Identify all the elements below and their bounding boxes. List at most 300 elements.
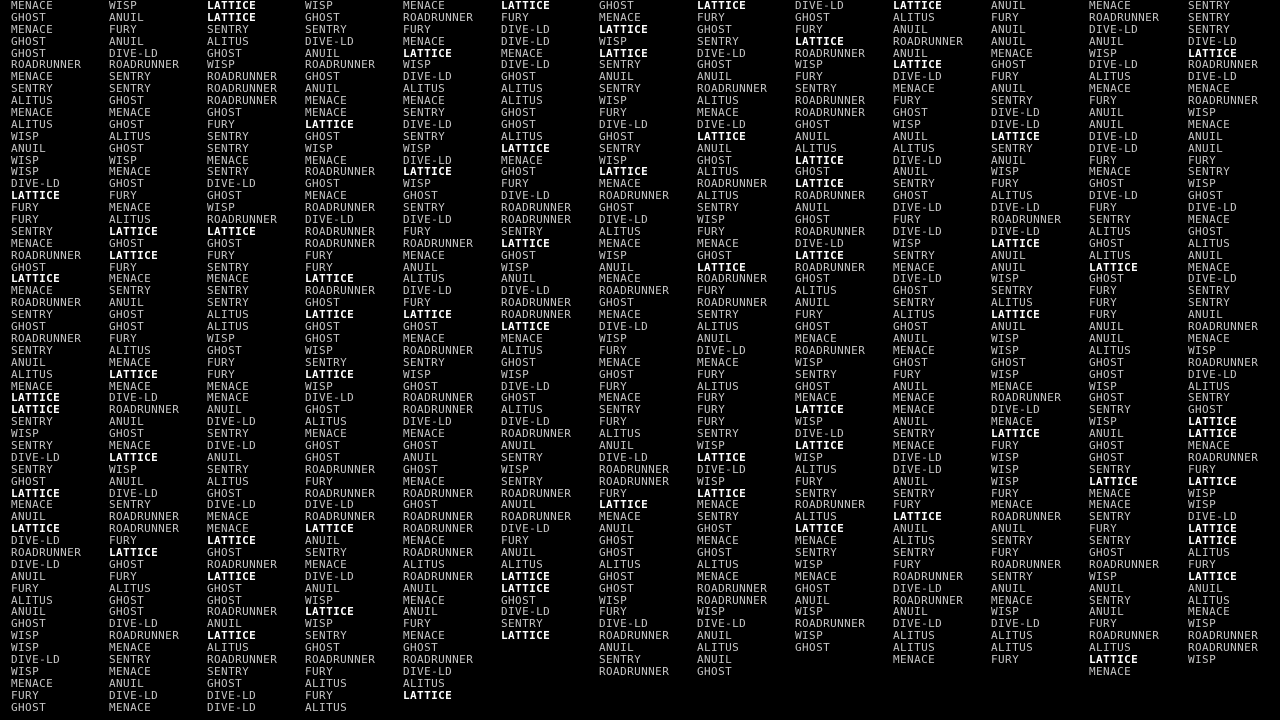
word-item: ALITUS (403, 82, 446, 96)
word-item: GHOST (305, 403, 341, 417)
word-item: MENACE (893, 260, 936, 274)
word-item: WISP (795, 557, 824, 571)
word-item: MENACE (305, 427, 348, 441)
word-item: ROADRUNNER (1188, 450, 1259, 464)
word-item: GHOST (403, 189, 439, 203)
word-item: WISP (305, 343, 334, 357)
word-item: ROADRUNNER (795, 498, 866, 512)
word-item: ROADRUNNER (305, 284, 376, 298)
word-item: FURY (697, 403, 726, 417)
word-item: GHOST (1188, 224, 1224, 238)
word-item: DIVE-LD (403, 664, 453, 678)
word-item: WISP (11, 165, 40, 179)
word-item: FURY (403, 296, 432, 310)
word-item: ANUIL (11, 141, 47, 155)
word-item: ANUIL (501, 438, 537, 452)
word-item: SENTRY (207, 141, 250, 155)
word-item: MENACE (305, 94, 348, 108)
word-item: ALITUS (1188, 236, 1231, 250)
word-item: MENACE (109, 201, 152, 215)
word-item: LATTICE (403, 308, 453, 322)
word-item: LATTICE (893, 510, 943, 524)
word-item: MENACE (11, 0, 54, 12)
word-item: WISP (991, 165, 1020, 179)
word-item: ROADRUNNER (109, 522, 180, 536)
word-item: ROADRUNNER (697, 82, 768, 96)
word-item: WISP (697, 438, 726, 452)
word-item: SENTRY (893, 427, 936, 441)
word-item: ALITUS (11, 94, 54, 108)
word-item: SENTRY (991, 284, 1034, 298)
word-item: SENTRY (305, 545, 348, 559)
word-item: ANUIL (697, 70, 733, 84)
word-item: DIVE-LD (403, 153, 453, 167)
word-item: FURY (207, 117, 236, 131)
word-item: GHOST (305, 129, 341, 143)
word-item: WISP (403, 141, 432, 155)
word-item: ROADRUNNER (697, 177, 768, 191)
word-item: WISP (795, 605, 824, 619)
word-item: MENACE (599, 510, 642, 524)
word-item: SENTRY (109, 82, 152, 96)
word-item: FURY (1089, 296, 1118, 310)
word-item: ROADRUNNER (501, 296, 572, 310)
word-item: ANUIL (11, 569, 47, 583)
word-item: GHOST (109, 320, 145, 334)
word-item: ALITUS (207, 641, 250, 655)
word-item: ALITUS (501, 343, 544, 357)
word-item: WISP (893, 236, 922, 250)
word-item: ANUIL (893, 46, 929, 60)
word-item: ROADRUNNER (991, 213, 1062, 227)
word-item: MENACE (1089, 664, 1132, 678)
word-item: LATTICE (795, 153, 845, 167)
word-item: MENACE (1089, 165, 1132, 179)
word-item: ROADRUNNER (403, 391, 474, 405)
word-item: ANUIL (795, 593, 831, 607)
word-item: DIVE-LD (893, 617, 943, 631)
word-item: ANUIL (501, 272, 537, 286)
word-item: FURY (11, 688, 40, 702)
word-item: GHOST (795, 379, 831, 393)
word-item: LATTICE (795, 248, 845, 262)
word-item: ROADRUNNER (403, 236, 474, 250)
word-item: ANUIL (991, 22, 1027, 36)
word-item: ALITUS (599, 224, 642, 238)
word-item: GHOST (697, 545, 733, 559)
word-item: ALITUS (109, 343, 152, 357)
word-item: MENACE (697, 534, 740, 548)
word-item: DIVE-LD (305, 498, 355, 512)
word-item: LATTICE (109, 450, 159, 464)
word-item: DIVE-LD (305, 34, 355, 48)
word-item: FURY (795, 308, 824, 322)
word-item: ANUIL (501, 498, 537, 512)
word-item: MENACE (11, 70, 54, 84)
word-item: DIVE-LD (697, 117, 747, 131)
word-item: ALITUS (1188, 593, 1231, 607)
word-item: DIVE-LD (893, 581, 943, 595)
word-item: LATTICE (501, 629, 551, 643)
word-item: WISP (991, 474, 1020, 488)
word-item: GHOST (11, 320, 47, 334)
word-item: MENACE (305, 153, 348, 167)
word-item: SENTRY (1188, 22, 1231, 36)
word-item: ANUIL (893, 129, 929, 143)
word-item: DIVE-LD (991, 403, 1041, 417)
word-item: MENACE (403, 629, 446, 643)
word-item: ANUIL (403, 450, 439, 464)
word-item: MENACE (991, 498, 1034, 512)
word-item: ALITUS (697, 320, 740, 334)
word-item: ALITUS (991, 296, 1034, 310)
word-item: MENACE (697, 236, 740, 250)
word-item: SENTRY (893, 486, 936, 500)
word-item: GHOST (109, 117, 145, 131)
word-item: ROADRUNNER (501, 308, 572, 322)
word-item: ROADRUNNER (207, 557, 278, 571)
word-item: DIVE-LD (501, 189, 551, 203)
word-item: DIVE-LD (403, 415, 453, 429)
word-item: FURY (305, 664, 334, 678)
word-item: GHOST (697, 664, 733, 678)
word-item: ANUIL (403, 260, 439, 274)
word-item: ROADRUNNER (207, 82, 278, 96)
word-item: WISP (1089, 379, 1118, 393)
word-item: MENACE (403, 593, 446, 607)
word-item: SENTRY (1188, 296, 1231, 310)
word-item: ROADRUNNER (1188, 641, 1259, 655)
word-item: ROADRUNNER (795, 106, 866, 120)
word-item: FURY (599, 379, 628, 393)
word-item: MENACE (1188, 213, 1231, 227)
word-item: ROADRUNNER (795, 343, 866, 357)
word-item: ALITUS (1089, 248, 1132, 262)
word-item: GHOST (403, 379, 439, 393)
word-item: DIVE-LD (109, 391, 159, 405)
word-item: MENACE (11, 379, 54, 393)
word-item: DIVE-LD (1188, 34, 1238, 48)
word-item: SENTRY (599, 652, 642, 666)
word-item: ROADRUNNER (1089, 10, 1160, 24)
word-item: GHOST (893, 189, 929, 203)
word-item: SENTRY (11, 224, 54, 238)
word-item: MENACE (305, 106, 348, 120)
word-item: DIVE-LD (893, 153, 943, 167)
word-column (11, 0, 109, 720)
word-item: GHOST (207, 189, 243, 203)
word-item: DIVE-LD (893, 70, 943, 84)
word-item: GHOST (403, 462, 439, 476)
word-item: LATTICE (207, 10, 257, 24)
word-item: ALITUS (1188, 379, 1231, 393)
word-item: SENTRY (207, 22, 250, 36)
word-item: ANUIL (109, 415, 145, 429)
word-item: GHOST (599, 0, 635, 12)
word-item: FURY (1089, 284, 1118, 298)
word-item: GHOST (795, 213, 831, 227)
word-item: SENTRY (1089, 510, 1132, 524)
word-item: MENACE (109, 641, 152, 655)
word-item: ANUIL (893, 165, 929, 179)
word-item: SENTRY (697, 34, 740, 48)
word-item: ANUIL (109, 296, 145, 310)
word-item: SENTRY (109, 652, 152, 666)
word-column (207, 0, 305, 720)
word-item: ANUIL (1188, 141, 1224, 155)
word-item: SENTRY (893, 177, 936, 191)
word-item: WISP (1188, 617, 1217, 631)
word-item: FURY (11, 581, 40, 595)
word-item: WISP (697, 605, 726, 619)
word-item: ALITUS (1089, 224, 1132, 238)
word-item: ANUIL (109, 676, 145, 690)
word-item: LATTICE (1089, 474, 1139, 488)
word-item: ROADRUNNER (697, 581, 768, 595)
word-item: LATTICE (893, 58, 943, 72)
word-item: MENACE (11, 22, 54, 36)
word-item: SENTRY (697, 201, 740, 215)
word-item: MENACE (599, 10, 642, 24)
word-item: DIVE-LD (403, 213, 453, 227)
word-item: GHOST (1089, 236, 1125, 250)
word-item: FURY (599, 106, 628, 120)
word-item: GHOST (207, 593, 243, 607)
word-item: DIVE-LD (501, 379, 551, 393)
word-item: SENTRY (109, 70, 152, 84)
word-item: SENTRY (991, 534, 1034, 548)
word-item: WISP (1089, 415, 1118, 429)
word-item: SENTRY (599, 403, 642, 417)
word-item: MENACE (207, 510, 250, 524)
word-item: LATTICE (501, 320, 551, 334)
word-item: ALITUS (207, 474, 250, 488)
word-item: LATTICE (305, 272, 355, 286)
word-item: MENACE (795, 391, 838, 405)
word-item: WISP (501, 260, 530, 274)
word-item: SENTRY (893, 296, 936, 310)
word-item: ANUIL (697, 629, 733, 643)
word-item: FURY (1089, 617, 1118, 631)
word-item: ANUIL (305, 46, 341, 60)
word-item: ALITUS (305, 415, 348, 429)
word-item: WISP (109, 0, 138, 12)
word-item: ANUIL (991, 260, 1027, 274)
word-item: WISP (1188, 177, 1217, 191)
word-item: DIVE-LD (501, 605, 551, 619)
word-item: MENACE (501, 46, 544, 60)
word-item: ALITUS (795, 141, 838, 155)
word-item: ALITUS (109, 213, 152, 227)
word-item: WISP (991, 462, 1020, 476)
word-item: SENTRY (697, 510, 740, 524)
word-column (501, 0, 599, 720)
word-item: SENTRY (403, 355, 446, 369)
word-item: FURY (697, 10, 726, 24)
word-item: FURY (893, 367, 922, 381)
word-item: ROADRUNNER (501, 213, 572, 227)
word-item: LATTICE (991, 236, 1041, 250)
word-item: GHOST (501, 165, 537, 179)
word-item: GHOST (305, 320, 341, 334)
word-item: WISP (305, 379, 334, 393)
word-item: ROADRUNNER (11, 331, 82, 345)
word-item: WISP (403, 58, 432, 72)
word-item: SENTRY (207, 129, 250, 143)
word-item: ROADRUNNER (795, 94, 866, 108)
word-item: FURY (991, 652, 1020, 666)
word-item: SENTRY (305, 22, 348, 36)
word-item: LATTICE (207, 224, 257, 238)
word-item: WISP (11, 664, 40, 678)
word-item: SENTRY (795, 367, 838, 381)
word-item: WISP (1188, 106, 1217, 120)
word-item: GHOST (109, 427, 145, 441)
word-item: SENTRY (599, 58, 642, 72)
word-item: GHOST (1089, 272, 1125, 286)
word-item: WISP (207, 331, 236, 345)
word-item: SENTRY (501, 617, 544, 631)
word-item: MENACE (795, 569, 838, 583)
word-item: ALITUS (1089, 343, 1132, 357)
word-item: SENTRY (795, 486, 838, 500)
word-item: WISP (11, 629, 40, 643)
word-item: MENACE (697, 355, 740, 369)
word-item: FURY (109, 260, 138, 274)
word-item: WISP (403, 367, 432, 381)
word-item: SENTRY (11, 462, 54, 476)
word-item: FURY (1188, 462, 1217, 476)
word-item: ROADRUNNER (795, 617, 866, 631)
word-item: LATTICE (305, 605, 355, 619)
word-item: GHOST (501, 106, 537, 120)
word-item: LATTICE (599, 46, 649, 60)
word-item: LATTICE (109, 545, 159, 559)
word-item: ANUIL (1089, 106, 1125, 120)
word-item: ANUIL (207, 403, 243, 417)
word-item: MENACE (207, 522, 250, 536)
word-item: DIVE-LD (599, 320, 649, 334)
word-column (305, 0, 403, 720)
word-item: MENACE (599, 355, 642, 369)
word-item: FURY (109, 534, 138, 548)
word-item: ROADRUNNER (697, 272, 768, 286)
word-item: SENTRY (991, 569, 1034, 583)
word-item: WISP (599, 248, 628, 262)
word-item: LATTICE (795, 177, 845, 191)
word-item: MENACE (109, 700, 152, 714)
word-item: DIVE-LD (599, 617, 649, 631)
word-item: WISP (1188, 498, 1217, 512)
word-item: WISP (1188, 652, 1217, 666)
word-item: ANUIL (893, 474, 929, 488)
word-item: LATTICE (207, 0, 257, 12)
word-item: LATTICE (599, 165, 649, 179)
word-item: MENACE (795, 534, 838, 548)
word-item: MENACE (1188, 331, 1231, 345)
word-item: GHOST (599, 201, 635, 215)
word-item: WISP (599, 593, 628, 607)
word-item: GHOST (207, 545, 243, 559)
word-item: DIVE-LD (893, 201, 943, 215)
word-item: ROADRUNNER (991, 391, 1062, 405)
word-item: LATTICE (1188, 569, 1238, 583)
word-item: LATTICE (893, 0, 943, 12)
word-item: SENTRY (109, 284, 152, 298)
word-item: DIVE-LD (109, 46, 159, 60)
word-item: ROADRUNNER (1188, 94, 1259, 108)
word-item: LATTICE (697, 450, 747, 464)
word-item: SENTRY (11, 308, 54, 322)
word-item: GHOST (403, 641, 439, 655)
word-item: FURY (991, 486, 1020, 500)
word-item: GHOST (795, 165, 831, 179)
word-item: MENACE (403, 34, 446, 48)
word-item: GHOST (11, 10, 47, 24)
word-item: MENACE (403, 248, 446, 262)
word-item: MENACE (403, 534, 446, 548)
word-item: DIVE-LD (1188, 367, 1238, 381)
word-item: GHOST (697, 22, 733, 36)
word-item: SENTRY (1089, 534, 1132, 548)
word-item: WISP (795, 450, 824, 464)
word-item: ROADRUNNER (305, 236, 376, 250)
word-item: MENACE (109, 272, 152, 286)
word-item: ALITUS (501, 82, 544, 96)
word-item: SENTRY (305, 629, 348, 643)
word-item: ROADRUNNER (893, 569, 964, 583)
word-item: GHOST (501, 248, 537, 262)
word-item: SENTRY (795, 545, 838, 559)
word-item: GHOST (501, 70, 537, 84)
word-item: ROADRUNNER (207, 70, 278, 84)
word-item: MENACE (1089, 0, 1132, 12)
word-item: LATTICE (1188, 415, 1238, 429)
word-item: FURY (795, 474, 824, 488)
word-item: WISP (1188, 343, 1217, 357)
word-item: MENACE (1188, 438, 1231, 452)
word-item: SENTRY (1089, 462, 1132, 476)
word-item: ROADRUNNER (501, 510, 572, 524)
word-item: ALITUS (991, 189, 1034, 203)
word-item: GHOST (1089, 391, 1125, 405)
word-item: MENACE (697, 569, 740, 583)
word-item: MENACE (991, 379, 1034, 393)
word-item: SENTRY (991, 94, 1034, 108)
word-item: SENTRY (207, 284, 250, 298)
word-item: MENACE (109, 664, 152, 678)
word-item: WISP (109, 462, 138, 476)
word-item: MENACE (1188, 260, 1231, 274)
word-item: DIVE-LD (893, 450, 943, 464)
word-item: GHOST (109, 141, 145, 155)
word-item: WISP (599, 331, 628, 345)
word-item: ANUIL (991, 34, 1027, 48)
word-item: ANUIL (1089, 331, 1125, 345)
word-item: ALITUS (795, 284, 838, 298)
word-item: LATTICE (109, 367, 159, 381)
word-item: ANUIL (599, 438, 635, 452)
word-item: ROADRUNNER (1188, 320, 1259, 334)
word-item: LATTICE (305, 522, 355, 536)
word-item: ROADRUNNER (403, 569, 474, 583)
word-item: LATTICE (1089, 652, 1139, 666)
word-item: FURY (599, 343, 628, 357)
word-item: SENTRY (305, 355, 348, 369)
word-item: WISP (599, 34, 628, 48)
word-item: ROADRUNNER (697, 593, 768, 607)
word-item: LATTICE (11, 272, 61, 286)
